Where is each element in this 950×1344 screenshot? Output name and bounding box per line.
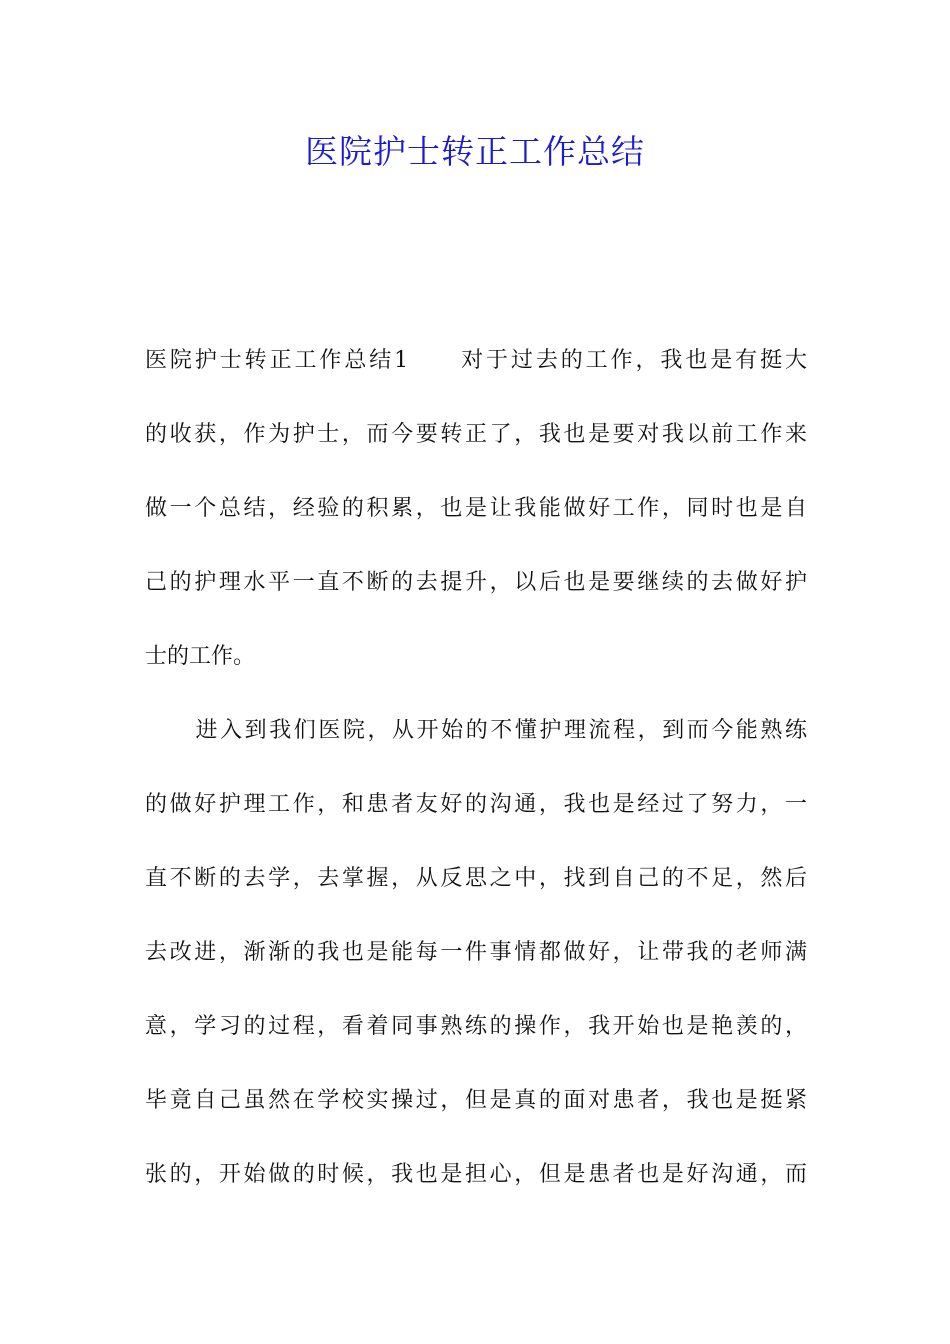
paragraph-2-line-7: 张的，开始做的时候，我也是担心，但是患者也是好沟通，而	[145, 1162, 807, 1187]
paragraph-1-line-4: 己的护理水平一直不断的去提升，以后也是要继续的去做好护	[145, 570, 807, 595]
paragraph-1-line-3: 做一个总结，经验的积累，也是让我能做好工作，同时也是自	[145, 496, 807, 521]
paragraph-2-line-6: 毕竟自己虽然在学校实操过，但是真的面对患者，我也是挺紧	[145, 1088, 807, 1113]
body-line	[145, 707, 807, 781]
paragraph-2-line-1: 进入到我们医院，从开始的不懂护理流程，到而今能熟练	[193, 718, 807, 743]
paragraph-2-line-3: 直不断的去学，去掌握，从反思之中，找到自己的不足，然后	[145, 866, 807, 891]
paragraph-1-line-5: 士的工作。	[145, 644, 256, 669]
paragraph-1-line-2: 的收获，作为护士，而今要转正了，我也是要对我以前工作来	[145, 422, 807, 447]
body-line	[145, 337, 807, 411]
paragraph-2-line-5: 意，学习的过程，看着同事熟练的操作，我开始也是艳羡的，	[145, 1014, 807, 1039]
paragraph-1-line-1: 对于过去的工作，我也是有挺大	[458, 348, 807, 373]
document-title: 医院护士转正工作总结	[305, 132, 645, 171]
paragraph-2-line-2: 的做好护理工作，和患者友好的沟通，我也是经过了努力，一	[145, 792, 807, 817]
section-heading: 医院护士转正工作总结1	[145, 348, 409, 373]
document-body	[145, 337, 807, 1225]
paragraph-2-line-4: 去改进，渐渐的我也是能每一件事情都做好，让带我的老师满	[145, 940, 807, 965]
